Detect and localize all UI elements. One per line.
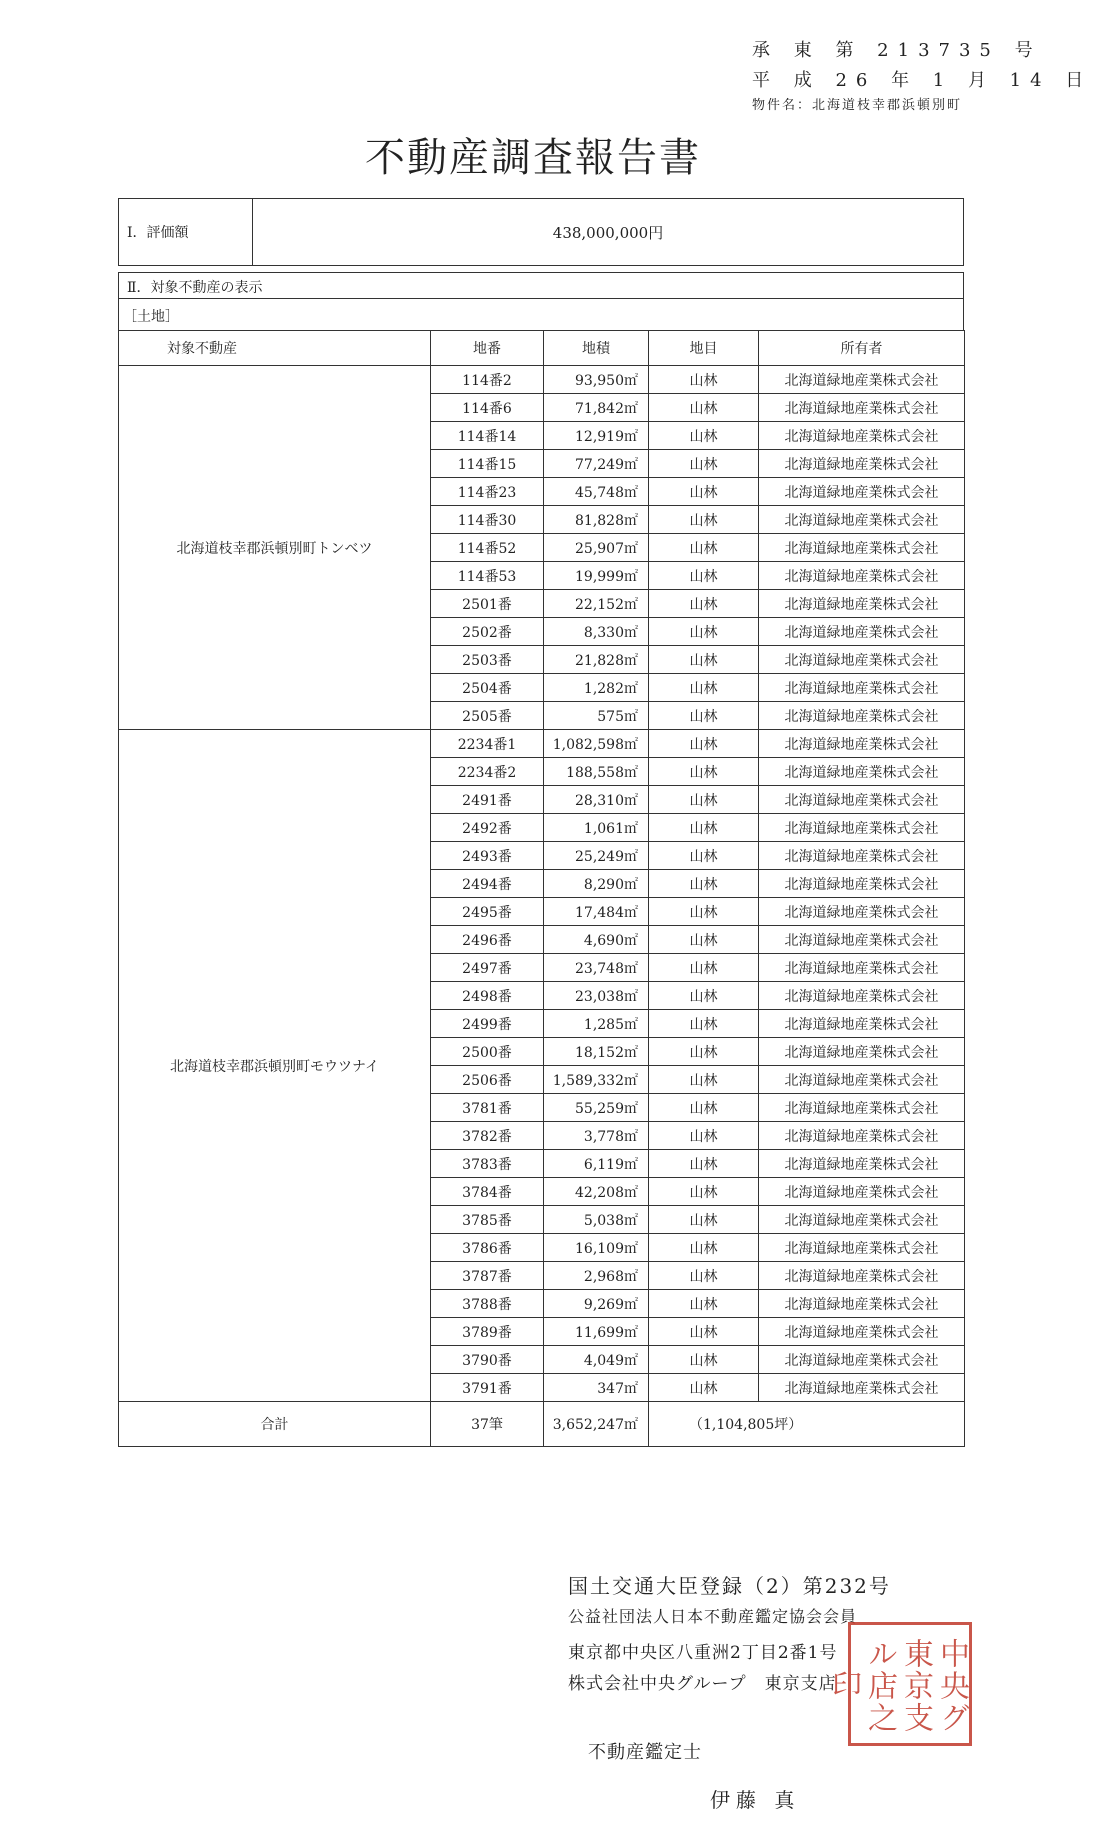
report-date: 平 成 26 年 1 月 14 日 xyxy=(752,70,1093,91)
category-cell: 山林 xyxy=(649,1122,759,1150)
lot-cell: 114番23 xyxy=(431,478,544,506)
category-cell: 山林 xyxy=(649,506,759,534)
category-cell: 山林 xyxy=(649,1346,759,1374)
owner-cell: 北海道緑地産業株式会社 xyxy=(759,1206,965,1234)
category-cell: 山林 xyxy=(649,422,759,450)
owner-cell: 北海道緑地産業株式会社 xyxy=(759,422,965,450)
lot-cell: 2494番 xyxy=(431,870,544,898)
owner-cell: 北海道緑地産業株式会社 xyxy=(759,1178,965,1206)
appraiser-name: 伊藤 真 xyxy=(710,1788,801,1812)
area-cell: 71,842㎡ xyxy=(544,394,649,422)
lot-cell: 2234番2 xyxy=(431,758,544,786)
owner-cell: 北海道緑地産業株式会社 xyxy=(759,1038,965,1066)
location-cell: 北海道枝幸郡浜頓別町トンベツ xyxy=(119,366,431,730)
lot-cell: 3789番 xyxy=(431,1318,544,1346)
area-cell: 1,061㎡ xyxy=(544,814,649,842)
area-cell: 11,699㎡ xyxy=(544,1318,649,1346)
lot-cell: 3787番 xyxy=(431,1262,544,1290)
lot-cell: 2492番 xyxy=(431,814,544,842)
lot-cell: 114番52 xyxy=(431,534,544,562)
category-cell: 山林 xyxy=(649,1234,759,1262)
owner-cell: 北海道緑地産業株式会社 xyxy=(759,982,965,1010)
category-cell: 山林 xyxy=(649,982,759,1010)
area-cell: 1,082,598㎡ xyxy=(544,730,649,758)
area-cell: 6,119㎡ xyxy=(544,1150,649,1178)
property-section-heading xyxy=(118,272,964,298)
lot-cell: 3788番 xyxy=(431,1290,544,1318)
area-cell: 55,259㎡ xyxy=(544,1094,649,1122)
area-cell: 5,038㎡ xyxy=(544,1206,649,1234)
col-header-lot: 地番 xyxy=(431,331,544,366)
area-cell: 8,290㎡ xyxy=(544,870,649,898)
category-cell: 山林 xyxy=(649,534,759,562)
owner-cell: 北海道緑地産業株式会社 xyxy=(759,842,965,870)
lot-cell: 3785番 xyxy=(431,1206,544,1234)
lot-cell: 2503番 xyxy=(431,646,544,674)
lot-cell: 3783番 xyxy=(431,1150,544,1178)
approval-number: 承 東 第 213735 号 xyxy=(752,40,1042,61)
area-cell: 347㎡ xyxy=(544,1374,649,1402)
owner-cell: 北海道緑地産業株式会社 xyxy=(759,590,965,618)
valuation-label: Ⅰ．評価額 xyxy=(119,199,253,265)
location-cell: 北海道枝幸郡浜頓別町モウツナイ xyxy=(119,730,431,1402)
category-cell: 山林 xyxy=(649,786,759,814)
category-cell: 山林 xyxy=(649,1206,759,1234)
lot-cell: 2493番 xyxy=(431,842,544,870)
owner-cell: 北海道緑地産業株式会社 xyxy=(759,674,965,702)
owner-cell: 北海道緑地産業株式会社 xyxy=(759,702,965,730)
area-cell: 9,269㎡ xyxy=(544,1290,649,1318)
area-cell: 188,558㎡ xyxy=(544,758,649,786)
area-cell: 3,778㎡ xyxy=(544,1122,649,1150)
lot-cell: 2497番 xyxy=(431,954,544,982)
lot-cell: 114番53 xyxy=(431,562,544,590)
owner-cell: 北海道緑地産業株式会社 xyxy=(759,814,965,842)
property-section-label: Ⅱ．対象不動産の表示 xyxy=(127,280,263,296)
area-cell: 2,968㎡ xyxy=(544,1262,649,1290)
category-cell: 山林 xyxy=(649,562,759,590)
total-area: 3,652,247㎡ xyxy=(544,1402,649,1447)
owner-cell: 北海道緑地産業株式会社 xyxy=(759,394,965,422)
land-heading xyxy=(118,298,964,330)
table-row xyxy=(119,366,965,394)
col-header-property: 対象不動産 xyxy=(119,331,431,366)
lot-cell: 2498番 xyxy=(431,982,544,1010)
valuation-section xyxy=(118,198,964,266)
owner-cell: 北海道緑地産業株式会社 xyxy=(759,1122,965,1150)
area-cell: 8,330㎡ xyxy=(544,618,649,646)
category-cell: 山林 xyxy=(649,870,759,898)
category-cell: 山林 xyxy=(649,702,759,730)
lot-cell: 2505番 xyxy=(431,702,544,730)
category-cell: 山林 xyxy=(649,954,759,982)
category-cell: 山林 xyxy=(649,1010,759,1038)
lot-cell: 3791番 xyxy=(431,1374,544,1402)
owner-cell: 北海道緑地産業株式会社 xyxy=(759,1374,965,1402)
lot-cell: 114番14 xyxy=(431,422,544,450)
category-cell: 山林 xyxy=(649,366,759,394)
col-header-category: 地目 xyxy=(649,331,759,366)
owner-cell: 北海道緑地産業株式会社 xyxy=(759,1234,965,1262)
category-cell: 山林 xyxy=(649,618,759,646)
table-header-row xyxy=(119,331,965,366)
category-cell: 山林 xyxy=(649,730,759,758)
company-seal: 中央グ東京支ル店之印 xyxy=(848,1622,972,1746)
lot-cell: 3782番 xyxy=(431,1122,544,1150)
owner-cell: 北海道緑地産業株式会社 xyxy=(759,954,965,982)
owner-cell: 北海道緑地産業株式会社 xyxy=(759,534,965,562)
category-cell: 山林 xyxy=(649,814,759,842)
lot-cell: 2234番1 xyxy=(431,730,544,758)
owner-cell: 北海道緑地産業株式会社 xyxy=(759,758,965,786)
area-cell: 1,589,332㎡ xyxy=(544,1066,649,1094)
table-row xyxy=(119,730,965,758)
category-cell: 山林 xyxy=(649,1262,759,1290)
category-cell: 山林 xyxy=(649,674,759,702)
firm-name: 株式会社中央グループ 東京支店 xyxy=(568,1674,837,1694)
category-cell: 山林 xyxy=(649,1178,759,1206)
lot-cell: 114番2 xyxy=(431,366,544,394)
category-cell: 山林 xyxy=(649,1374,759,1402)
lot-cell: 114番30 xyxy=(431,506,544,534)
land-label: ［土地］ xyxy=(123,309,179,325)
lot-cell: 2500番 xyxy=(431,1038,544,1066)
category-cell: 山林 xyxy=(649,1038,759,1066)
lot-cell: 114番6 xyxy=(431,394,544,422)
owner-cell: 北海道緑地産業株式会社 xyxy=(759,898,965,926)
category-cell: 山林 xyxy=(649,1318,759,1346)
col-header-owner: 所有者 xyxy=(759,331,965,366)
area-cell: 77,249㎡ xyxy=(544,450,649,478)
area-cell: 16,109㎡ xyxy=(544,1234,649,1262)
lot-cell: 2491番 xyxy=(431,786,544,814)
owner-cell: 北海道緑地産業株式会社 xyxy=(759,450,965,478)
owner-cell: 北海道緑地産業株式会社 xyxy=(759,562,965,590)
area-cell: 4,690㎡ xyxy=(544,926,649,954)
area-cell: 19,999㎡ xyxy=(544,562,649,590)
area-cell: 4,049㎡ xyxy=(544,1346,649,1374)
owner-cell: 北海道緑地産業株式会社 xyxy=(759,1066,965,1094)
owner-cell: 北海道緑地産業株式会社 xyxy=(759,618,965,646)
lot-cell: 3781番 xyxy=(431,1094,544,1122)
area-cell: 23,748㎡ xyxy=(544,954,649,982)
owner-cell: 北海道緑地産業株式会社 xyxy=(759,646,965,674)
area-cell: 28,310㎡ xyxy=(544,786,649,814)
area-cell: 81,828㎡ xyxy=(544,506,649,534)
area-cell: 17,484㎡ xyxy=(544,898,649,926)
lot-cell: 2496番 xyxy=(431,926,544,954)
area-cell: 22,152㎡ xyxy=(544,590,649,618)
owner-cell: 北海道緑地産業株式会社 xyxy=(759,1262,965,1290)
lot-cell: 3790番 xyxy=(431,1346,544,1374)
owner-cell: 北海道緑地産業株式会社 xyxy=(759,1010,965,1038)
col-header-area: 地積 xyxy=(544,331,649,366)
owner-cell: 北海道緑地産業株式会社 xyxy=(759,1150,965,1178)
land-table-body xyxy=(119,366,965,1402)
area-cell: 18,152㎡ xyxy=(544,1038,649,1066)
category-cell: 山林 xyxy=(649,646,759,674)
document-title: 不動産調査報告書 xyxy=(365,135,701,181)
category-cell: 山林 xyxy=(649,898,759,926)
category-cell: 山林 xyxy=(649,394,759,422)
owner-cell: 北海道緑地産業株式会社 xyxy=(759,478,965,506)
area-cell: 93,950㎡ xyxy=(544,366,649,394)
association-membership: 公益社団法人日本不動産鑑定協会会員 xyxy=(568,1607,858,1626)
category-cell: 山林 xyxy=(649,450,759,478)
area-cell: 25,249㎡ xyxy=(544,842,649,870)
land-table xyxy=(118,330,965,1447)
owner-cell: 北海道緑地産業株式会社 xyxy=(759,1318,965,1346)
total-label: 合計 xyxy=(119,1402,431,1447)
category-cell: 山林 xyxy=(649,842,759,870)
total-tsubo: （1,104,805坪） xyxy=(649,1402,965,1447)
category-cell: 山林 xyxy=(649,1066,759,1094)
area-cell: 23,038㎡ xyxy=(544,982,649,1010)
valuation-value: 438,000,000円 xyxy=(552,223,664,242)
area-cell: 45,748㎡ xyxy=(544,478,649,506)
area-cell: 12,919㎡ xyxy=(544,422,649,450)
area-cell: 1,282㎡ xyxy=(544,674,649,702)
area-cell: 575㎡ xyxy=(544,702,649,730)
category-cell: 山林 xyxy=(649,478,759,506)
owner-cell: 北海道緑地産業株式会社 xyxy=(759,730,965,758)
lot-cell: 2501番 xyxy=(431,590,544,618)
owner-cell: 北海道緑地産業株式会社 xyxy=(759,1346,965,1374)
lot-cell: 2502番 xyxy=(431,618,544,646)
lot-cell: 114番15 xyxy=(431,450,544,478)
area-cell: 21,828㎡ xyxy=(544,646,649,674)
firm-address: 東京都中央区八重洲2丁目2番1号 xyxy=(568,1643,838,1663)
total-row xyxy=(119,1402,965,1447)
category-cell: 山林 xyxy=(649,1150,759,1178)
owner-cell: 北海道緑地産業株式会社 xyxy=(759,786,965,814)
area-cell: 25,907㎡ xyxy=(544,534,649,562)
owner-cell: 北海道緑地産業株式会社 xyxy=(759,1094,965,1122)
owner-cell: 北海道緑地産業株式会社 xyxy=(759,1290,965,1318)
category-cell: 山林 xyxy=(649,926,759,954)
category-cell: 山林 xyxy=(649,1094,759,1122)
lot-cell: 2504番 xyxy=(431,674,544,702)
owner-cell: 北海道緑地産業株式会社 xyxy=(759,926,965,954)
property-name: 物件名：北海道枝幸郡浜頓別町 xyxy=(752,98,963,113)
appraiser-title: 不動産鑑定士 xyxy=(588,1742,702,1763)
owner-cell: 北海道緑地産業株式会社 xyxy=(759,366,965,394)
category-cell: 山林 xyxy=(649,1290,759,1318)
lot-cell: 3786番 xyxy=(431,1234,544,1262)
lot-cell: 2499番 xyxy=(431,1010,544,1038)
registration-number: 国土交通大臣登録（2）第232号 xyxy=(568,1574,891,1598)
area-cell: 1,285㎡ xyxy=(544,1010,649,1038)
area-cell: 42,208㎡ xyxy=(544,1178,649,1206)
lot-cell: 2506番 xyxy=(431,1066,544,1094)
category-cell: 山林 xyxy=(649,590,759,618)
total-count: 37筆 xyxy=(431,1402,544,1447)
category-cell: 山林 xyxy=(649,758,759,786)
owner-cell: 北海道緑地産業株式会社 xyxy=(759,870,965,898)
lot-cell: 2495番 xyxy=(431,898,544,926)
owner-cell: 北海道緑地産業株式会社 xyxy=(759,506,965,534)
lot-cell: 3784番 xyxy=(431,1178,544,1206)
